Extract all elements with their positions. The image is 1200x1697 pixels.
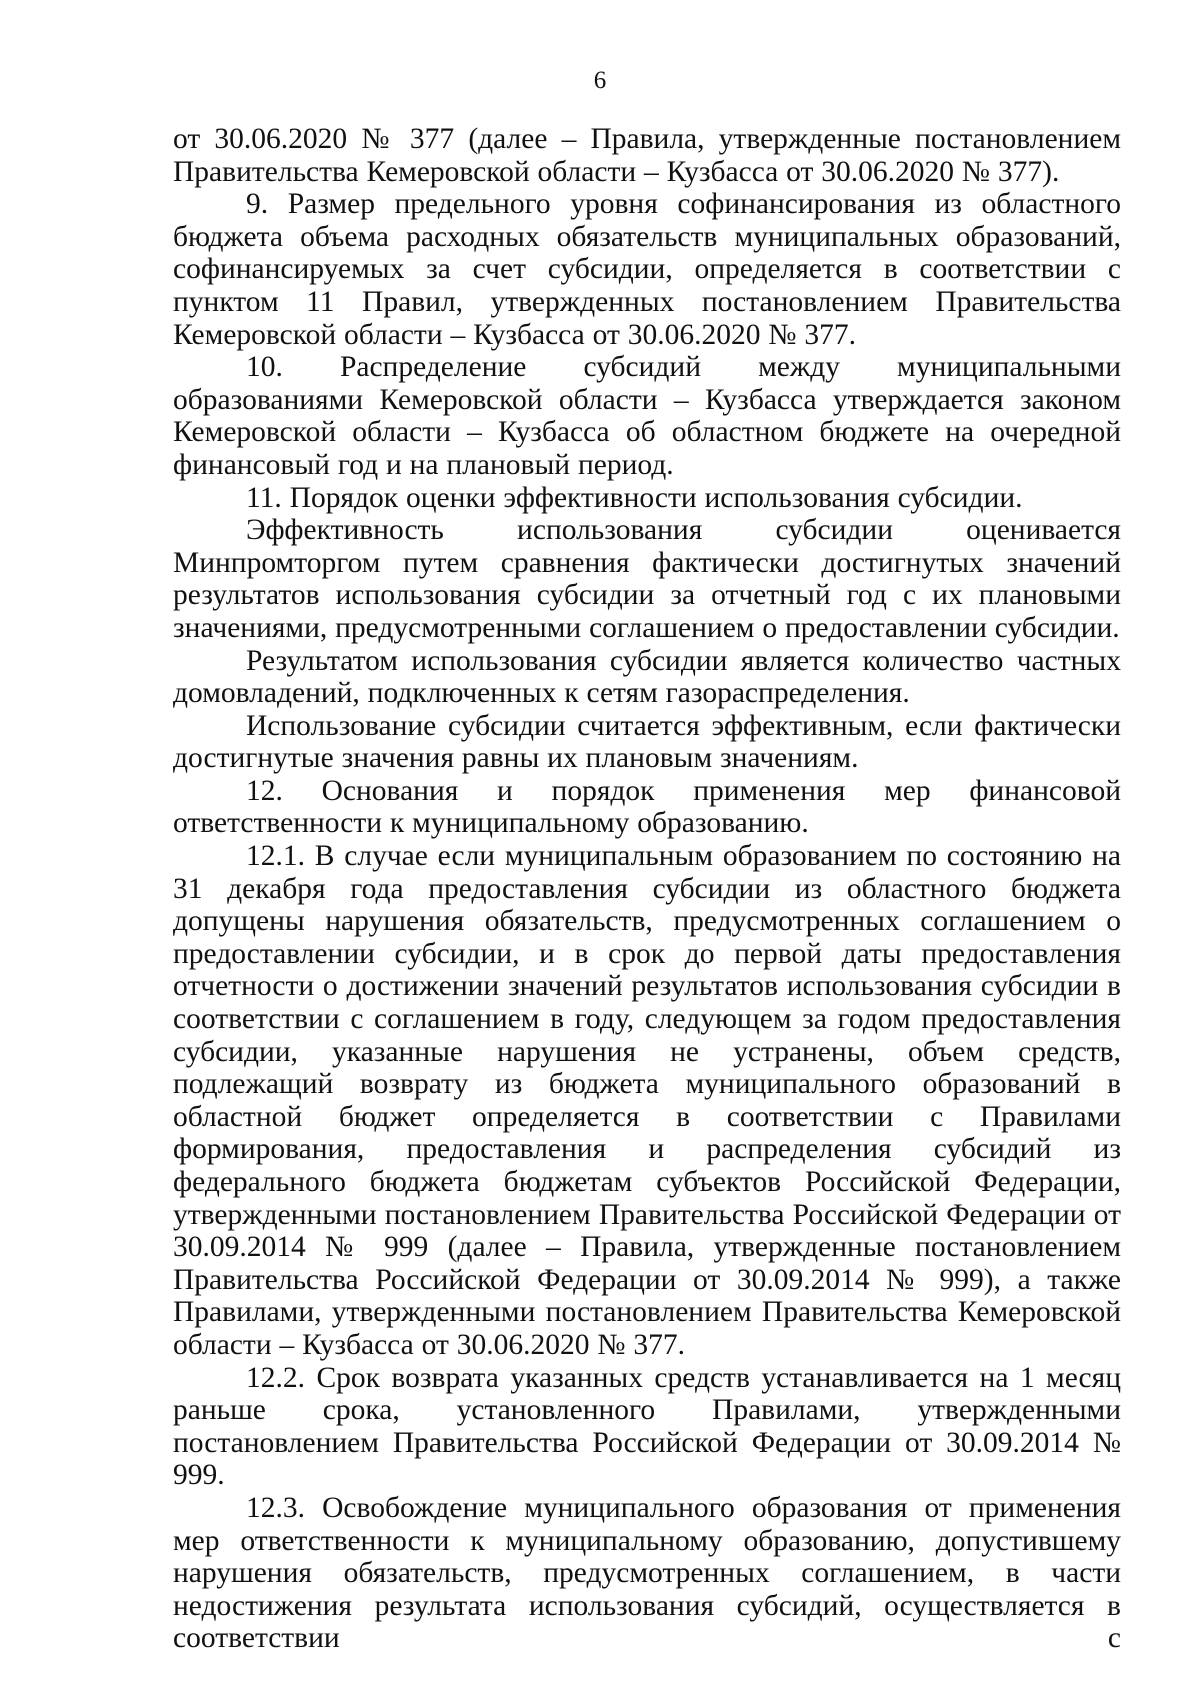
paragraph-efficiency-criterion: Использование субсидии считается эффективным, если фактически достигнутые значения равны их плановым значениям. bbox=[173, 709, 1121, 775]
paragraph-12-2-refund-term: 12.2. Срок возврата указанных средств устанавливается на 1 месяц раньше срока, установленного Правилами, утвержденными постановлением Правительства Российской Федерации от 30.09.2014 № 999. bbox=[173, 1361, 1121, 1492]
paragraph-subsidy-result: Результатом использования субсидии является количество частных домовладений, подключенных к сетям газораспределения. bbox=[173, 644, 1121, 710]
paragraph-efficiency-evaluation: Эффективность использования субсидии оценивается Минпромторгом путем сравнения фактически достигнутых значений результатов использования субсидии за отчетный год с их плановыми значениями, предусмотренными соглашением о предоставлении субсидии. bbox=[173, 514, 1121, 644]
paragraph-9-cofinancing-level: 9. Размер предельного уровня софинансирования из областного бюджета объема расходных обязательств муниципальных образований, софинансируемых за счет субсидии, определяется в соответствии с пунктом 11 Правил, утвержденных постановлением Правительства Кемеровской области – Кузбасса от 30.06.2020 № 377. bbox=[173, 188, 1121, 351]
paragraph-continuation-from-previous-page: от 30.06.2020 № 377 (далее – Правила, утвержденные постановлением Правительства Кемеровской области – Кузбасса от 30.06.2020 № 377). bbox=[173, 123, 1121, 188]
document-body bbox=[173, 123, 1121, 1655]
paragraph-10-subsidy-distribution: 10. Распределение субсидий между муниципальными образованиями Кемеровской области – Кузбасса утверждается законом Кемеровской области – Кузбасса об областном бюджете на очередной финансовый год и на плановый период. bbox=[173, 351, 1121, 481]
paragraph-12-financial-responsibility: 12. Основания и порядок применения мер финансовой ответственности к муниципальному образованию. bbox=[173, 774, 1121, 840]
page-number: 6 bbox=[593, 67, 607, 94]
paragraph-12-3-exemption: 12.3. Освобождение муниципального образования от применения мер ответственности к муниципальному образованию, допустившему нарушения обязательств, предусмотренных соглашением, в части недостижения результата использования субсидий, осуществляется в соответствии с bbox=[173, 1491, 1121, 1655]
paragraph-11-efficiency-assessment-heading: 11. Порядок оценки эффективности использования субсидии. bbox=[246, 481, 1023, 514]
paragraph-12-1-violation-refund: 12.1. В случае если муниципальным образованием по состоянию на 31 декабря года предоставления субсидии из областного бюджета допущены нарушения обязательств, предусмотренных соглашением о предоставлении субсидии, и в срок до первой даты предоставления отчетности о достижении значений результатов использования субсидии в соответствии с соглашением в году, следующем за годом предоставления субсидии, указанные нарушения не устранены, объем средств, подлежащий возврату из бюджета муниципального образований в областной бюджет определяется в соответствии с Правилами формирования, предоставления и распределения субсидий из федерального бюджета бюджетам субъектов Российской Федерации, утвержденными постановлением Правительства Российской Федерации от 30.09.2014 № 999 (далее – Правила, утвержденные постановлением Правительства Российской Федерации от 30.09.2014 № 999), а также Правилами, утвержденными постановлением Правительства Кемеровской области – Кузбасса от 30.06.2020 № 377. bbox=[173, 840, 1121, 1361]
